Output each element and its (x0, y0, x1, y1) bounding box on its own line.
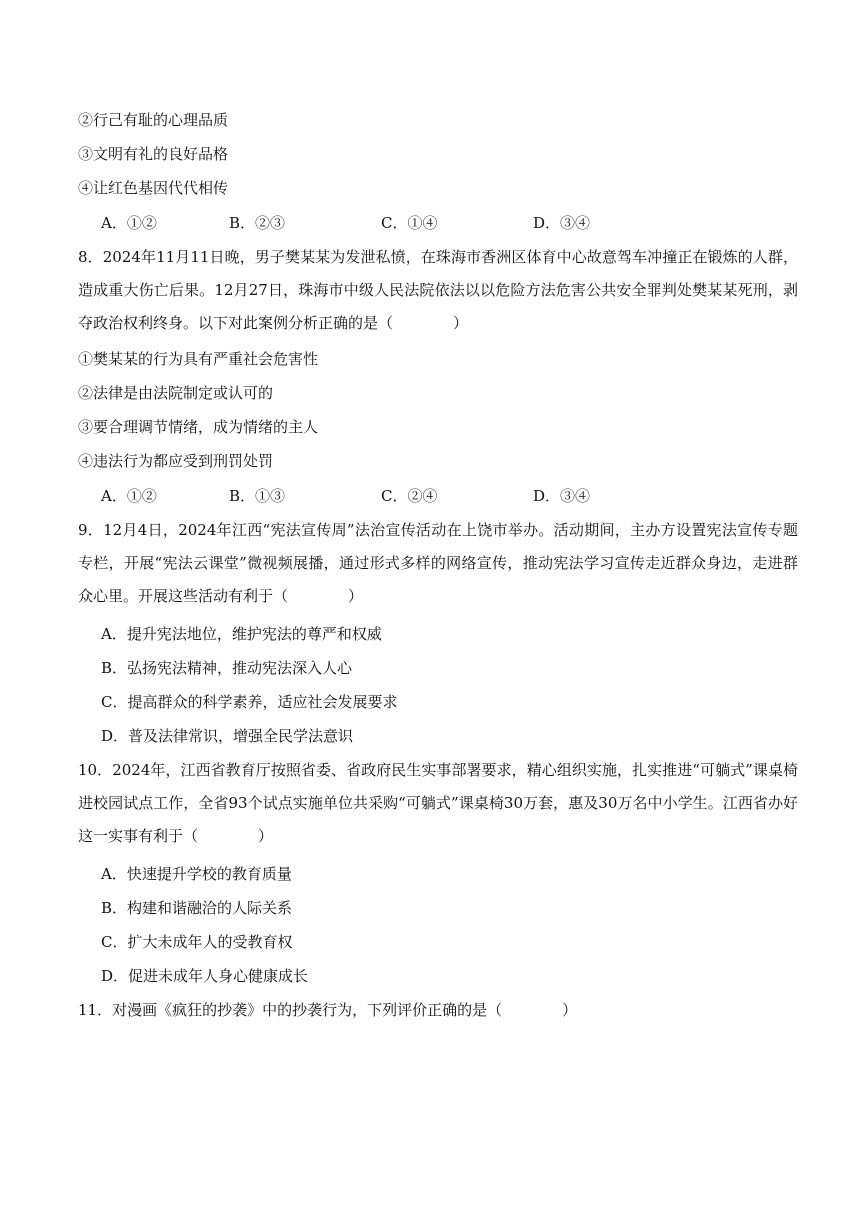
q7-item-2: ②行己有耻的心理品质 (78, 111, 229, 129)
q10-stem: 10．2024年，江西省教育厅按照省委、省政府民生实事部署要求，精心组织实施，扎实推进“可躺式”课桌椅进校园试点工作，全省93个试点实施单位共采购“可躺式”课桌椅30万套，惠及30万名中小学生。江西省办好这一实事有利于（ ） (78, 761, 798, 845)
q9-stem: 9．12月4日，2024年江西“宪法宣传周”法治宣传活动在上饶市举办。活动期间，主办方设置宪法宣传专题专栏，开展“宪法云课堂”微视频展播，通过形式多样的网络宣传，推动宪法学习宣传走近群众身边，走进群众心里。开展这些活动有利于（ ） (78, 521, 798, 605)
q8-item-4: ④违法行为都应受到刑罚处罚 (78, 452, 274, 470)
q8-item-2: ②法律是由法院制定或认可的 (78, 384, 274, 402)
q7-option-c[interactable]: C．①④ (381, 214, 438, 232)
q9-option-a[interactable]: A．提升宪法地位，维护宪法的尊严和权威 (101, 625, 382, 643)
q8-option-a[interactable]: A．①② (101, 487, 157, 505)
q9-option-c[interactable]: C．提高群众的科学素养，适应社会发展要求 (101, 693, 398, 711)
q7-item-4: ④让红色基因代代相传 (78, 179, 229, 197)
q7-option-b[interactable]: B．②③ (229, 214, 286, 232)
q8-option-d[interactable]: D．③④ (533, 487, 591, 505)
q8-option-c[interactable]: C．②④ (381, 487, 438, 505)
q7-option-d[interactable]: D．③④ (533, 214, 591, 232)
q9-option-d[interactable]: D．普及法律常识，增强全民学法意识 (101, 727, 354, 745)
q8-item-3: ③要合理调节情绪，成为情绪的主人 (78, 418, 319, 436)
q10-option-c[interactable]: C．扩大未成年人的受教育权 (101, 933, 293, 951)
q11-stem: 11．对漫画《疯狂的抄袭》中的抄袭行为，下列评价正确的是（ ） (78, 1001, 578, 1019)
q9-option-b[interactable]: B．弘扬宪法精神，推动宪法深入人心 (101, 659, 353, 677)
q10-option-a[interactable]: A．快速提升学校的教育质量 (101, 865, 292, 883)
q8-stem: 8．2024年11月11日晚，男子樊某某为发泄私愤，在珠海市香洲区体育中心故意驾车冲撞正在锻炼的人群，造成重大伤亡后果。12月27日，珠海市中级人民法院依法以以危险方法危害公共安全罪判处樊某某死刑，剥夺政治权利终身。以下对此案例分析正确的是（ ） (78, 248, 798, 332)
q10-option-b[interactable]: B．构建和谐融洽的人际关系 (101, 899, 293, 917)
q10-option-d[interactable]: D．促进未成年人身心健康成长 (101, 967, 309, 985)
q7-item-3: ③文明有礼的良好品格 (78, 145, 229, 163)
q7-option-a[interactable]: A．①② (101, 214, 157, 232)
q8-option-b[interactable]: B．①③ (229, 487, 286, 505)
q8-item-1: ①樊某某的行为具有严重社会危害性 (78, 350, 319, 368)
